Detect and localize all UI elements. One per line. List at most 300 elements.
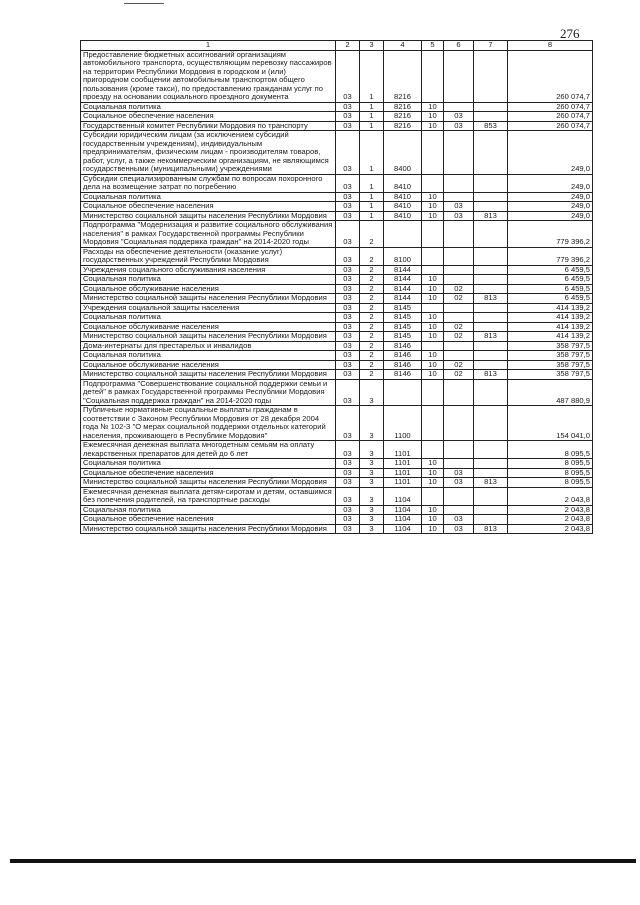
cell-amt: 2 043,8 — [508, 487, 593, 505]
cell-c2: 03 — [336, 341, 360, 351]
cell-c4: 1101 — [384, 478, 422, 488]
cell-c4: 8410 — [384, 174, 422, 192]
cell-c4: 8410 — [384, 202, 422, 212]
table-body — [81, 50, 593, 534]
cell-c7 — [474, 221, 508, 248]
cell-amt: 358 797,5 — [508, 360, 593, 370]
cell-name: Социальная политика — [81, 192, 336, 202]
cell-c3: 3 — [360, 524, 384, 534]
cell-c7 — [474, 505, 508, 515]
cell-name: Ежемесячная денежная выплата детям-сиротам и детям, оставшимся без попечения родителей, на транспортные расходы — [81, 487, 336, 505]
cell-c6 — [444, 247, 474, 265]
cell-c5 — [422, 441, 444, 459]
table-row — [81, 360, 593, 370]
table-row — [81, 351, 593, 361]
cell-name: Министерство социальной защиты населения Республики Мордовия — [81, 294, 336, 304]
cell-c3: 2 — [360, 221, 384, 248]
table-row — [81, 459, 593, 469]
cell-c4: 1104 — [384, 524, 422, 534]
cell-c5 — [422, 50, 444, 102]
cell-amt: 6 459,5 — [508, 275, 593, 285]
bottom-rule — [10, 859, 636, 863]
cell-c3: 2 — [360, 322, 384, 332]
cell-c2: 03 — [336, 487, 360, 505]
cell-c4: 8146 — [384, 351, 422, 361]
cell-c2: 03 — [336, 360, 360, 370]
cell-name: Дома-интернаты для престарелых и инвалидов — [81, 341, 336, 351]
cell-c3: 1 — [360, 192, 384, 202]
cell-c3: 3 — [360, 379, 384, 406]
cell-c2: 03 — [336, 192, 360, 202]
cell-c7: 853 — [474, 121, 508, 131]
cell-name: Ежемесячная денежная выплата многодетным семьям на оплату лекарственных препаратов для детей до 6 лет — [81, 441, 336, 459]
table-row — [81, 294, 593, 304]
cell-c7 — [474, 515, 508, 525]
cell-c3: 2 — [360, 303, 384, 313]
cell-c6: 02 — [444, 360, 474, 370]
cell-c2: 03 — [336, 322, 360, 332]
cell-name: Социальное обслуживание населения — [81, 322, 336, 332]
cell-name: Министерство социальной защиты населения Республики Мордовия — [81, 332, 336, 342]
cell-c5: 10 — [422, 211, 444, 221]
cell-name: Социальная политика — [81, 313, 336, 323]
col-header: 1 — [81, 41, 336, 51]
cell-c7: 813 — [474, 294, 508, 304]
cell-c7 — [474, 487, 508, 505]
cell-c6 — [444, 102, 474, 112]
table-row — [81, 121, 593, 131]
cell-c7 — [474, 102, 508, 112]
cell-c5: 10 — [422, 524, 444, 534]
cell-c2: 03 — [336, 351, 360, 361]
cell-c6 — [444, 351, 474, 361]
cell-c6: 03 — [444, 524, 474, 534]
cell-c4: 8216 — [384, 50, 422, 102]
table-row — [81, 406, 593, 441]
cell-c5: 10 — [422, 360, 444, 370]
cell-c7 — [474, 303, 508, 313]
cell-name: Министерство социальной защиты населения Республики Мордовия — [81, 478, 336, 488]
cell-c4: 8145 — [384, 313, 422, 323]
cell-c3: 2 — [360, 341, 384, 351]
cell-c5 — [422, 303, 444, 313]
cell-c7 — [474, 441, 508, 459]
table-row — [81, 303, 593, 313]
cell-c3: 2 — [360, 284, 384, 294]
cell-c3: 2 — [360, 332, 384, 342]
col-header: 2 — [336, 41, 360, 51]
cell-amt: 779 396,2 — [508, 247, 593, 265]
cell-c4: 8145 — [384, 332, 422, 342]
cell-c6 — [444, 275, 474, 285]
cell-c7 — [474, 192, 508, 202]
cell-amt: 414 139,2 — [508, 322, 593, 332]
cell-c4 — [384, 221, 422, 248]
cell-c2: 03 — [336, 294, 360, 304]
cell-c4: 8410 — [384, 211, 422, 221]
col-header: 7 — [474, 41, 508, 51]
cell-name: Социальная политика — [81, 505, 336, 515]
cell-c4: 1104 — [384, 515, 422, 525]
cell-amt: 2 043,8 — [508, 505, 593, 515]
cell-amt: 779 396,2 — [508, 221, 593, 248]
cell-c4: 1100 — [384, 406, 422, 441]
cell-c6: 02 — [444, 284, 474, 294]
cell-name: Социальное обеспечение населения — [81, 468, 336, 478]
cell-c6: 03 — [444, 121, 474, 131]
cell-c3: 3 — [360, 505, 384, 515]
cell-c6 — [444, 459, 474, 469]
table-row — [81, 515, 593, 525]
cell-name: Социальное обслуживание населения — [81, 360, 336, 370]
cell-name: Социальная политика — [81, 459, 336, 469]
cell-amt: 6 459,5 — [508, 265, 593, 275]
cell-c4: 8146 — [384, 370, 422, 380]
cell-c4: 1101 — [384, 468, 422, 478]
cell-amt: 249,0 — [508, 131, 593, 175]
cell-amt: 249,0 — [508, 174, 593, 192]
cell-c2: 03 — [336, 406, 360, 441]
cell-c5 — [422, 247, 444, 265]
cell-c2: 03 — [336, 131, 360, 175]
cell-c2: 03 — [336, 211, 360, 221]
col-header: 5 — [422, 41, 444, 51]
table-row — [81, 247, 593, 265]
cell-c2: 03 — [336, 221, 360, 248]
cell-c2: 03 — [336, 313, 360, 323]
cell-c6: 03 — [444, 468, 474, 478]
cell-name: Государственный комитет Республики Мордовия по транспорту — [81, 121, 336, 131]
cell-c4: 8144 — [384, 275, 422, 285]
cell-c7: 813 — [474, 332, 508, 342]
cell-c7 — [474, 379, 508, 406]
cell-c6: 03 — [444, 515, 474, 525]
col-header: 4 — [384, 41, 422, 51]
cell-c6: 03 — [444, 202, 474, 212]
cell-c3: 3 — [360, 515, 384, 525]
cell-c3: 2 — [360, 247, 384, 265]
cell-c6 — [444, 487, 474, 505]
cell-name: Министерство социальной защиты населения Республики Мордовия — [81, 524, 336, 534]
table-row — [81, 221, 593, 248]
cell-name: Подпрограмма "Совершенствование социальной поддержки семьи и детей" в рамках Государственной программы Республики Мордовия "Социальная поддержка граждан" на 2014-2020 годы — [81, 379, 336, 406]
cell-c5: 10 — [422, 505, 444, 515]
table-row — [81, 174, 593, 192]
cell-c2: 03 — [336, 441, 360, 459]
cell-c5: 10 — [422, 102, 444, 112]
cell-c5: 10 — [422, 202, 444, 212]
table-row — [81, 202, 593, 212]
cell-c2: 03 — [336, 50, 360, 102]
cell-c4: 8144 — [384, 284, 422, 294]
cell-c7 — [474, 360, 508, 370]
cell-name: Социальная политика — [81, 275, 336, 285]
cell-c3: 3 — [360, 487, 384, 505]
cell-c6 — [444, 131, 474, 175]
cell-c2: 03 — [336, 524, 360, 534]
cell-amt: 487 880,9 — [508, 379, 593, 406]
cell-c6: 02 — [444, 294, 474, 304]
cell-c4: 8100 — [384, 247, 422, 265]
cell-c6 — [444, 50, 474, 102]
cell-c2: 03 — [336, 112, 360, 122]
cell-c7: 813 — [474, 478, 508, 488]
table-row — [81, 505, 593, 515]
cell-c6: 03 — [444, 478, 474, 488]
cell-c7: 813 — [474, 211, 508, 221]
cell-amt: 8 095,5 — [508, 441, 593, 459]
cell-c7 — [474, 313, 508, 323]
cell-c4: 8144 — [384, 265, 422, 275]
table-row — [81, 341, 593, 351]
col-header: 3 — [360, 41, 384, 51]
cell-c5: 10 — [422, 515, 444, 525]
cell-c5 — [422, 131, 444, 175]
cell-c6 — [444, 406, 474, 441]
table-row — [81, 468, 593, 478]
cell-c2: 03 — [336, 303, 360, 313]
cell-c4: 1101 — [384, 441, 422, 459]
cell-name: Министерство социальной защиты населения Республики Мордовия — [81, 211, 336, 221]
cell-c2: 03 — [336, 478, 360, 488]
cell-c7 — [474, 284, 508, 294]
cell-c2: 03 — [336, 505, 360, 515]
cell-name: Публичные нормативные социальные выплаты гражданам в соответствии с Законом Республики Мордовия от 28 декабря 2004 года № 102-З "О мерах социальной поддержки отдельных категорий населения, проживающего в Республике Мордовия" — [81, 406, 336, 441]
cell-c7 — [474, 265, 508, 275]
cell-name: Учреждения социальной защиты населения — [81, 303, 336, 313]
cell-amt: 358 797,5 — [508, 351, 593, 361]
cell-c7: 813 — [474, 370, 508, 380]
table-row — [81, 332, 593, 342]
cell-c2: 03 — [336, 515, 360, 525]
cell-c3: 3 — [360, 441, 384, 459]
col-header: 6 — [444, 41, 474, 51]
cell-c4: 8216 — [384, 102, 422, 112]
cell-c3: 1 — [360, 50, 384, 102]
cell-name: Министерство социальной защиты населения Республики Мордовия — [81, 370, 336, 380]
cell-c7 — [474, 341, 508, 351]
cell-c3: 2 — [360, 370, 384, 380]
page-number: 276 — [560, 26, 580, 41]
cell-amt: 6 459,5 — [508, 294, 593, 304]
cell-c4: 8144 — [384, 294, 422, 304]
cell-c2: 03 — [336, 284, 360, 294]
cell-c7 — [474, 351, 508, 361]
cell-c5: 10 — [422, 351, 444, 361]
table-row — [81, 275, 593, 285]
table-row — [81, 370, 593, 380]
cell-c6 — [444, 441, 474, 459]
cell-c5: 10 — [422, 121, 444, 131]
cell-c3: 1 — [360, 174, 384, 192]
cell-c3: 2 — [360, 275, 384, 285]
cell-c3: 1 — [360, 131, 384, 175]
cell-c5: 10 — [422, 284, 444, 294]
cell-c7 — [474, 247, 508, 265]
cell-amt: 358 797,5 — [508, 370, 593, 380]
table-row — [81, 524, 593, 534]
table-row — [81, 102, 593, 112]
cell-c5: 10 — [422, 459, 444, 469]
cell-c4: 1104 — [384, 487, 422, 505]
cell-c2: 03 — [336, 121, 360, 131]
cell-amt: 260 074,7 — [508, 112, 593, 122]
cell-c5: 10 — [422, 332, 444, 342]
cell-c4: 8216 — [384, 112, 422, 122]
table-row — [81, 478, 593, 488]
cell-c3: 1 — [360, 112, 384, 122]
cell-amt: 260 074,7 — [508, 50, 593, 102]
cell-amt: 249,0 — [508, 211, 593, 221]
table-row — [81, 50, 593, 102]
cell-c5: 10 — [422, 468, 444, 478]
cell-c2: 03 — [336, 379, 360, 406]
table-row — [81, 313, 593, 323]
cell-amt: 260 074,7 — [508, 121, 593, 131]
top-scan-line — [124, 3, 164, 4]
cell-c6 — [444, 265, 474, 275]
cell-name: Социальное обеспечение населения — [81, 515, 336, 525]
cell-c3: 1 — [360, 121, 384, 131]
cell-amt: 8 095,5 — [508, 468, 593, 478]
cell-c4: 8146 — [384, 341, 422, 351]
cell-c7 — [474, 174, 508, 192]
cell-c4: 8410 — [384, 192, 422, 202]
cell-amt: 249,0 — [508, 192, 593, 202]
cell-c7 — [474, 468, 508, 478]
cell-c5: 10 — [422, 370, 444, 380]
cell-c3: 3 — [360, 406, 384, 441]
cell-amt: 358 797,5 — [508, 341, 593, 351]
cell-c2: 03 — [336, 275, 360, 285]
table-row — [81, 379, 593, 406]
cell-name: Социальная политика — [81, 351, 336, 361]
cell-c2: 03 — [336, 332, 360, 342]
cell-c3: 2 — [360, 265, 384, 275]
cell-c3: 3 — [360, 478, 384, 488]
table-row — [81, 487, 593, 505]
cell-c6 — [444, 192, 474, 202]
cell-name: Предоставление бюджетных ассигнований организациям автомобильного транспорта, осуществляющим перевозку пассажиров на территории Республики Мордовия в городском и (или) пригородном сообщении автомобильным транспортом общего пользования (кроме такси), по предоставлению гражданам услуг по проезду на основании социального проездного документа — [81, 50, 336, 102]
table-row — [81, 441, 593, 459]
cell-c3: 3 — [360, 459, 384, 469]
cell-amt: 6 459,5 — [508, 284, 593, 294]
cell-c3: 1 — [360, 102, 384, 112]
cell-name: Расходы на обеспечение деятельности (оказание услуг) государственных учреждений Республики Мордовия — [81, 247, 336, 265]
cell-c3: 3 — [360, 468, 384, 478]
cell-name: Субсидии юридическим лицам (за исключением субсидий государственным учреждениям), индивидуальным предпринимателям, физическим лицам - производителям товаров, работ, услуг, а также некоммерческим организациям, не являющимся государственными (муниципальными) учреждениями — [81, 131, 336, 175]
cell-c7 — [474, 112, 508, 122]
cell-c6: 03 — [444, 211, 474, 221]
cell-c7 — [474, 322, 508, 332]
cell-c5: 10 — [422, 294, 444, 304]
cell-c6: 03 — [444, 112, 474, 122]
cell-amt: 414 139,2 — [508, 303, 593, 313]
cell-c4: 1101 — [384, 459, 422, 469]
cell-c2: 03 — [336, 247, 360, 265]
cell-c6 — [444, 379, 474, 406]
cell-name: Подпрограмма "Модернизация и развитие социального обслуживания населения" в рамках Государственной программы Республики Мордовия "Социальная поддержка граждан" на 2014-2020 годы — [81, 221, 336, 248]
cell-name: Социальное обеспечение населения — [81, 112, 336, 122]
cell-c4: 8145 — [384, 303, 422, 313]
cell-c5: 10 — [422, 478, 444, 488]
cell-c5 — [422, 221, 444, 248]
cell-name: Субсидии специализированным службам по вопросам похоронного дела на возмещение затрат по погребению — [81, 174, 336, 192]
cell-c5: 10 — [422, 322, 444, 332]
cell-c7 — [474, 459, 508, 469]
budget-table — [80, 40, 593, 534]
cell-c3: 1 — [360, 211, 384, 221]
cell-c6 — [444, 341, 474, 351]
cell-c4: 1104 — [384, 505, 422, 515]
cell-c5 — [422, 265, 444, 275]
cell-name: Социальная политика — [81, 102, 336, 112]
table-row — [81, 322, 593, 332]
table-row — [81, 211, 593, 221]
cell-name: Учреждения социального обслуживания населения — [81, 265, 336, 275]
cell-c4: 8216 — [384, 121, 422, 131]
cell-c2: 03 — [336, 102, 360, 112]
cell-c5: 10 — [422, 313, 444, 323]
table-row — [81, 265, 593, 275]
cell-c6: 02 — [444, 322, 474, 332]
cell-amt: 2 043,8 — [508, 515, 593, 525]
cell-amt: 8 095,5 — [508, 478, 593, 488]
cell-c5 — [422, 174, 444, 192]
cell-c5 — [422, 341, 444, 351]
cell-c2: 03 — [336, 370, 360, 380]
cell-c6 — [444, 174, 474, 192]
cell-c3: 2 — [360, 351, 384, 361]
cell-c7 — [474, 202, 508, 212]
table-row — [81, 284, 593, 294]
cell-amt: 414 139,2 — [508, 332, 593, 342]
cell-c2: 03 — [336, 174, 360, 192]
cell-c5 — [422, 487, 444, 505]
cell-c7 — [474, 406, 508, 441]
cell-c5 — [422, 406, 444, 441]
table-row — [81, 192, 593, 202]
cell-c7 — [474, 131, 508, 175]
cell-c2: 03 — [336, 468, 360, 478]
cell-c5 — [422, 379, 444, 406]
cell-amt: 2 043,8 — [508, 524, 593, 534]
cell-c5: 10 — [422, 112, 444, 122]
cell-name: Социальное обеспечение населения — [81, 202, 336, 212]
cell-c6 — [444, 221, 474, 248]
cell-c6 — [444, 505, 474, 515]
cell-name: Социальное обслуживание населения — [81, 284, 336, 294]
cell-amt: 414 139,2 — [508, 313, 593, 323]
cell-c6: 02 — [444, 332, 474, 342]
cell-c4: 8145 — [384, 322, 422, 332]
col-header: 8 — [508, 41, 593, 51]
cell-c3: 2 — [360, 360, 384, 370]
cell-c6 — [444, 303, 474, 313]
cell-c7 — [474, 275, 508, 285]
cell-c2: 03 — [336, 459, 360, 469]
cell-c2: 03 — [336, 265, 360, 275]
cell-c6 — [444, 313, 474, 323]
cell-c4 — [384, 379, 422, 406]
table-row — [81, 112, 593, 122]
cell-c5: 10 — [422, 192, 444, 202]
cell-c7 — [474, 50, 508, 102]
cell-c3: 2 — [360, 313, 384, 323]
header-row — [81, 41, 593, 51]
cell-c7: 813 — [474, 524, 508, 534]
cell-c3: 2 — [360, 294, 384, 304]
